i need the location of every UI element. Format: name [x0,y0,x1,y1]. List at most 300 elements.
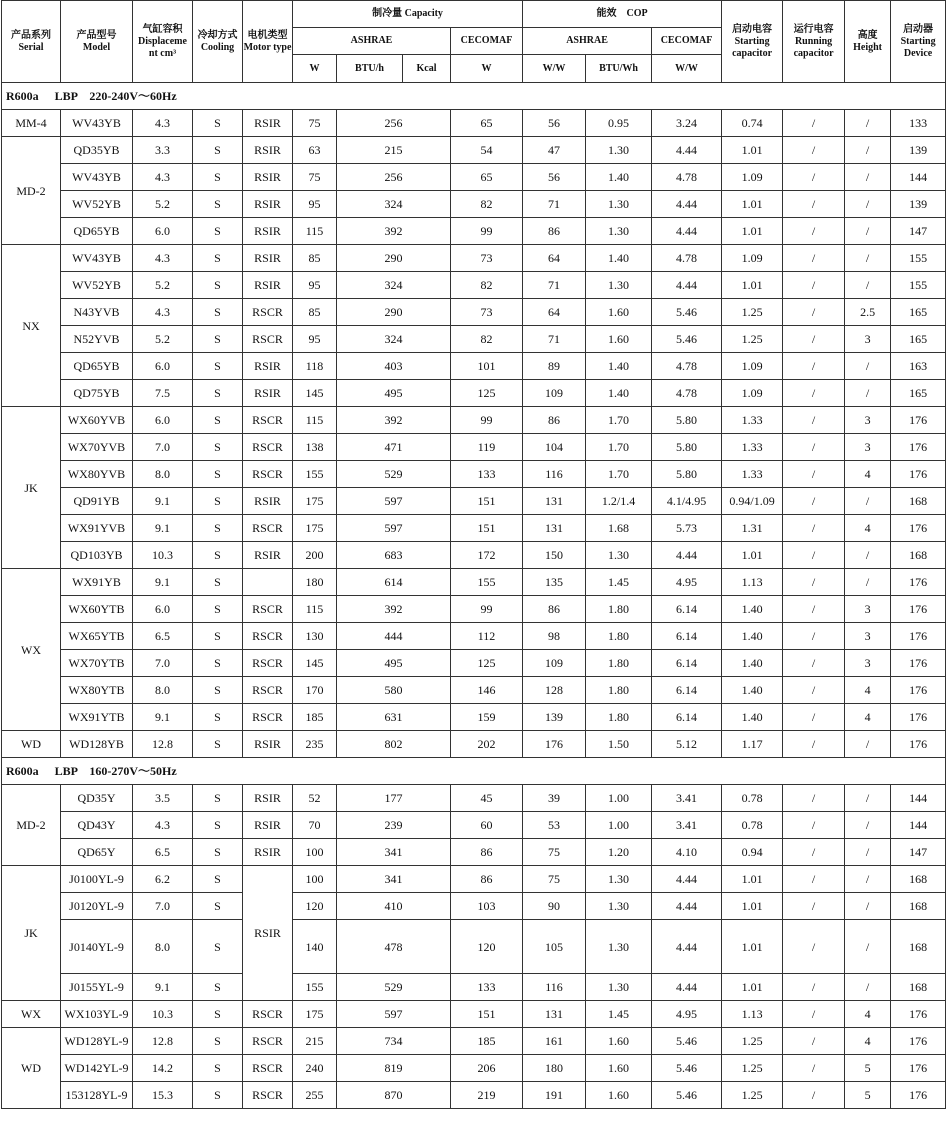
table-cell: 185 [293,704,337,731]
table-cell: / [845,731,891,758]
table-cell: 392 [337,407,451,434]
table-cell: / [845,920,891,974]
table-cell: 1.2/1.4 [586,488,652,515]
serial-cell: WD [2,1028,61,1109]
table-cell: 53 [523,812,586,839]
table-row [2,245,946,272]
table-row [2,677,946,704]
table-cell: 1.25 [722,299,783,326]
table-row [2,920,946,974]
table-cell: 128 [523,677,586,704]
table-cell: 4.44 [652,272,722,299]
table-cell: / [783,650,845,677]
table-cell: 1.30 [586,191,652,218]
table-cell: 133 [891,110,946,137]
table-cell: 75 [293,164,337,191]
table-cell: 115 [293,407,337,434]
table-cell: 4 [845,461,891,488]
table-cell: 168 [891,974,946,1001]
table-cell: 1.01 [722,920,783,974]
serial-cell: WD [2,731,61,758]
table-cell: 4.78 [652,245,722,272]
header-cop-cecomaf: CECOMAF [652,28,722,55]
table-cell: 6.0 [133,218,193,245]
table-cell: 1.40 [722,650,783,677]
table-cell: S [193,434,243,461]
table-cell: / [845,542,891,569]
table-cell: / [783,515,845,542]
table-cell: 7.5 [133,380,193,407]
table-cell: / [845,866,891,893]
table-cell: 116 [523,974,586,1001]
table-cell: 0.78 [722,785,783,812]
table-cell: 3 [845,434,891,461]
table-cell: QD65Y [61,839,133,866]
table-cell: 1.40 [586,245,652,272]
table-cell: S [193,731,243,758]
table-cell: / [845,380,891,407]
table-row [2,866,946,893]
table-cell: 191 [523,1082,586,1109]
table-cell: 39 [523,785,586,812]
table-cell: 5.80 [652,461,722,488]
table-row [2,1028,946,1055]
table-cell: S [193,299,243,326]
table-cell: J0155YL-9 [61,974,133,1001]
table-cell: 1.30 [586,542,652,569]
table-cell: 177 [337,785,451,812]
table-cell: 4 [845,704,891,731]
table-cell: QD75YB [61,380,133,407]
section-refrigerant: R600a [6,89,39,103]
table-cell: / [783,353,845,380]
table-cell: 580 [337,677,451,704]
table-row [2,110,946,137]
table-cell: 73 [451,245,523,272]
table-cell: RSCR [243,1082,293,1109]
table-cell: RSCR [243,596,293,623]
table-cell: 120 [293,893,337,920]
table-cell: 3 [845,407,891,434]
table-cell: 10.3 [133,542,193,569]
table-cell: 1.13 [722,569,783,596]
table-cell: 1.30 [586,218,652,245]
table-cell: 5.2 [133,272,193,299]
table-cell: 392 [337,596,451,623]
table-cell: 140 [293,920,337,974]
table-cell: / [845,569,891,596]
table-cell: 86 [451,839,523,866]
table-cell: / [783,1001,845,1028]
table-cell: 139 [891,137,946,164]
table-cell: J0120YL-9 [61,893,133,920]
table-row [2,515,946,542]
table-cell: RSCR [243,1028,293,1055]
table-cell: 597 [337,1001,451,1028]
table-cell: S [193,380,243,407]
table-cell: / [783,245,845,272]
table-row [2,299,946,326]
table-cell: QD35Y [61,785,133,812]
serial-cell: MD-2 [2,785,61,866]
table-cell: 1.33 [722,461,783,488]
table-body [2,83,946,1109]
table-cell: 168 [891,488,946,515]
table-cell: RSCR [243,1055,293,1082]
table-cell: / [783,164,845,191]
table-cell: 115 [293,596,337,623]
serial-cell: WX [2,569,61,731]
table-cell: / [783,542,845,569]
header-starting-capacitor: 启动电容 Starting capacitor [722,1,783,83]
table-cell: 324 [337,326,451,353]
table-cell: 1.25 [722,1055,783,1082]
table-row [2,569,946,596]
table-cell: S [193,353,243,380]
table-cell: 1.50 [586,731,652,758]
table-cell: 324 [337,191,451,218]
table-cell: S [193,1028,243,1055]
table-cell: / [783,191,845,218]
table-cell: 0.94/1.09 [722,488,783,515]
table-cell: / [783,461,845,488]
table-cell: 4.1/4.95 [652,488,722,515]
table-cell: S [193,407,243,434]
table-cell: 3.3 [133,137,193,164]
table-cell: 1.60 [586,1055,652,1082]
table-cell: S [193,1082,243,1109]
table-cell: / [783,407,845,434]
table-cell: 151 [451,1001,523,1028]
table-cell: 125 [451,380,523,407]
table-cell: 1.30 [586,974,652,1001]
table-cell: 125 [451,650,523,677]
table-cell: 1.25 [722,1082,783,1109]
table-cell: S [193,461,243,488]
table-cell: 4.44 [652,974,722,1001]
table-cell: S [193,974,243,1001]
table-cell: 75 [523,866,586,893]
table-cell: QD43Y [61,812,133,839]
table-cell: 144 [891,812,946,839]
table-cell: 819 [337,1055,451,1082]
table-cell: 3.41 [652,812,722,839]
table-cell: / [783,974,845,1001]
table-cell: 683 [337,542,451,569]
table-cell: 1.70 [586,434,652,461]
table-cell: 392 [337,218,451,245]
table-cell: RSCR [243,326,293,353]
table-cell: 165 [891,299,946,326]
table-cell: 104 [523,434,586,461]
section-refrigerant: R600a [6,764,39,778]
table-cell: 153128YL-9 [61,1082,133,1109]
table-cell: 1.30 [586,920,652,974]
table-cell: / [783,326,845,353]
table-cell: 176 [891,596,946,623]
table-row [2,137,946,164]
table-cell: 135 [523,569,586,596]
table-cell: 495 [337,380,451,407]
table-cell: / [783,704,845,731]
table-row [2,461,946,488]
table-cell: 172 [451,542,523,569]
table-cell: 5.46 [652,326,722,353]
table-cell: S [193,542,243,569]
compressor-spec-table [1,0,946,1109]
table-cell: 64 [523,245,586,272]
table-cell: J0100YL-9 [61,866,133,893]
table-cell: 176 [891,407,946,434]
table-cell: 614 [337,569,451,596]
table-cell: 5.46 [652,1028,722,1055]
table-cell: 56 [523,164,586,191]
table-cell: S [193,488,243,515]
table-row [2,272,946,299]
table-cell: 159 [451,704,523,731]
table-cell: 133 [451,461,523,488]
table-cell: 5.73 [652,515,722,542]
table-cell: RSIR [243,785,293,812]
table-cell: / [783,1028,845,1055]
table-cell: S [193,650,243,677]
table-cell: 8.0 [133,461,193,488]
table-cell: RSCR [243,623,293,650]
header-cop: 能效 COP [523,1,722,28]
table-cell: WX91YVB [61,515,133,542]
table-cell: 529 [337,974,451,1001]
table-cell: S [193,812,243,839]
table-cell: 86 [523,596,586,623]
table-cell: 165 [891,326,946,353]
table-cell: 1.01 [722,866,783,893]
table-cell: 176 [891,515,946,542]
unit-ww: W/W [523,55,586,83]
table-cell: RSIR [243,164,293,191]
table-cell: 1.40 [586,353,652,380]
table-cell: / [783,623,845,650]
table-cell: 119 [451,434,523,461]
table-cell: S [193,191,243,218]
table-cell: 98 [523,623,586,650]
table-cell: 63 [293,137,337,164]
table-cell: 4.95 [652,1001,722,1028]
table-cell: S [193,164,243,191]
table-cell: 4 [845,677,891,704]
table-cell: 1.45 [586,569,652,596]
table-row [2,596,946,623]
table-cell: / [783,299,845,326]
table-cell: 4.44 [652,218,722,245]
table-cell: 60 [451,812,523,839]
table-row [2,974,946,1001]
table-cell: 95 [293,272,337,299]
table-cell: 5.80 [652,434,722,461]
table-cell: / [783,839,845,866]
table-cell: 15.3 [133,1082,193,1109]
table-cell: / [845,974,891,1001]
table-cell: 139 [891,191,946,218]
unit-btuh: BTU/h [337,55,403,83]
table-cell: 146 [451,677,523,704]
table-cell: 4 [845,1028,891,1055]
table-cell: S [193,137,243,164]
table-cell: 1.80 [586,596,652,623]
table-cell: 403 [337,353,451,380]
table-cell: 99 [451,407,523,434]
table-cell: S [193,1055,243,1082]
table-row [2,164,946,191]
table-cell: 1.09 [722,164,783,191]
table-cell: / [783,1055,845,1082]
table-cell: RSCR [243,407,293,434]
table-cell: 4.10 [652,839,722,866]
table-cell: / [845,191,891,218]
table-cell: 1.40 [722,704,783,731]
table-cell: 155 [891,272,946,299]
table-cell: / [845,812,891,839]
table-cell: 139 [523,704,586,731]
table-cell: 7.0 [133,893,193,920]
table-cell: / [783,218,845,245]
table-cell: S [193,839,243,866]
table-cell: 176 [523,731,586,758]
table-cell: 5.46 [652,299,722,326]
table-cell: 1.00 [586,785,652,812]
table-cell: 9.1 [133,569,193,596]
table-cell: S [193,218,243,245]
table-cell: 65 [451,164,523,191]
header-displacement: 气缸容积 Displaceme nt cm³ [133,1,193,83]
table-cell: 112 [451,623,523,650]
table-cell: 5.46 [652,1082,722,1109]
table-cell: 151 [451,515,523,542]
table-cell: 10.3 [133,1001,193,1028]
table-cell: 3 [845,650,891,677]
table-cell: 341 [337,866,451,893]
table-cell: RSIR [243,110,293,137]
table-cell: 0.94 [722,839,783,866]
table-cell: / [845,893,891,920]
table-cell: WX60YVB [61,407,133,434]
table-cell: 529 [337,461,451,488]
table-cell: S [193,893,243,920]
table-cell: 240 [293,1055,337,1082]
table-row [2,380,946,407]
table-cell: 4.78 [652,164,722,191]
table-cell: 86 [523,218,586,245]
table-cell: 9.1 [133,974,193,1001]
table-cell: QD103YB [61,542,133,569]
table-cell: / [845,245,891,272]
table-cell: / [783,677,845,704]
table-cell: 176 [891,623,946,650]
table-cell: 144 [891,164,946,191]
table-cell: / [783,920,845,974]
table-cell: 175 [293,1001,337,1028]
table-cell: 70 [293,812,337,839]
table-cell: / [783,272,845,299]
header-cooling: 冷却方式 Cooling [193,1,243,83]
table-cell: 168 [891,866,946,893]
table-cell: / [783,569,845,596]
table-cell: 3 [845,596,891,623]
serial-cell: JK [2,407,61,569]
table-cell: / [845,164,891,191]
table-cell: RSCR [243,1001,293,1028]
table-cell: S [193,920,243,974]
table-cell: RSCR [243,515,293,542]
table-cell: RSCR [243,677,293,704]
section-header [2,758,946,785]
table-cell: 4.3 [133,110,193,137]
table-cell: 1.01 [722,218,783,245]
table-cell: RSIR [243,191,293,218]
table-cell: 168 [891,920,946,974]
table-cell: 176 [891,569,946,596]
table-cell: 175 [293,515,337,542]
table-cell: 1.25 [722,326,783,353]
table-cell: 5 [845,1082,891,1109]
table-cell: 151 [451,488,523,515]
table-cell: 86 [451,866,523,893]
table-cell: 6.2 [133,866,193,893]
table-cell: 103 [451,893,523,920]
table-cell: 176 [891,434,946,461]
table-cell: 116 [523,461,586,488]
table-cell: 1.31 [722,515,783,542]
table-cell: 168 [891,542,946,569]
serial-cell: MM-4 [2,110,61,137]
table-cell: 176 [891,1055,946,1082]
table-row [2,218,946,245]
table-cell: 4.44 [652,191,722,218]
table-cell: WD142YL-9 [61,1055,133,1082]
table-cell: / [783,380,845,407]
table-cell: 180 [293,569,337,596]
table-cell: 3.41 [652,785,722,812]
table-cell: 71 [523,191,586,218]
table-cell: 99 [451,218,523,245]
table-cell: 4.44 [652,920,722,974]
table-cell: S [193,866,243,893]
header-height: 高度 Height [845,1,891,83]
table-cell: 161 [523,1028,586,1055]
table-cell: 101 [451,353,523,380]
table-row [2,353,946,380]
table-cell: 176 [891,1001,946,1028]
table-cell: 109 [523,650,586,677]
table-cell: 1.45 [586,1001,652,1028]
table-cell: 52 [293,785,337,812]
table-cell: 109 [523,380,586,407]
table-cell: / [783,137,845,164]
table-cell: 176 [891,704,946,731]
table-cell: 200 [293,542,337,569]
table-cell: 0.95 [586,110,652,137]
table-cell: 176 [891,1082,946,1109]
table-cell: 71 [523,326,586,353]
table-cell: 206 [451,1055,523,1082]
table-cell: 4 [845,1001,891,1028]
table-row [2,704,946,731]
table-row [2,812,946,839]
table-cell: 6.14 [652,677,722,704]
table-cell: S [193,704,243,731]
table-cell: 115 [293,218,337,245]
table-row [2,542,946,569]
table-cell: 4.78 [652,353,722,380]
